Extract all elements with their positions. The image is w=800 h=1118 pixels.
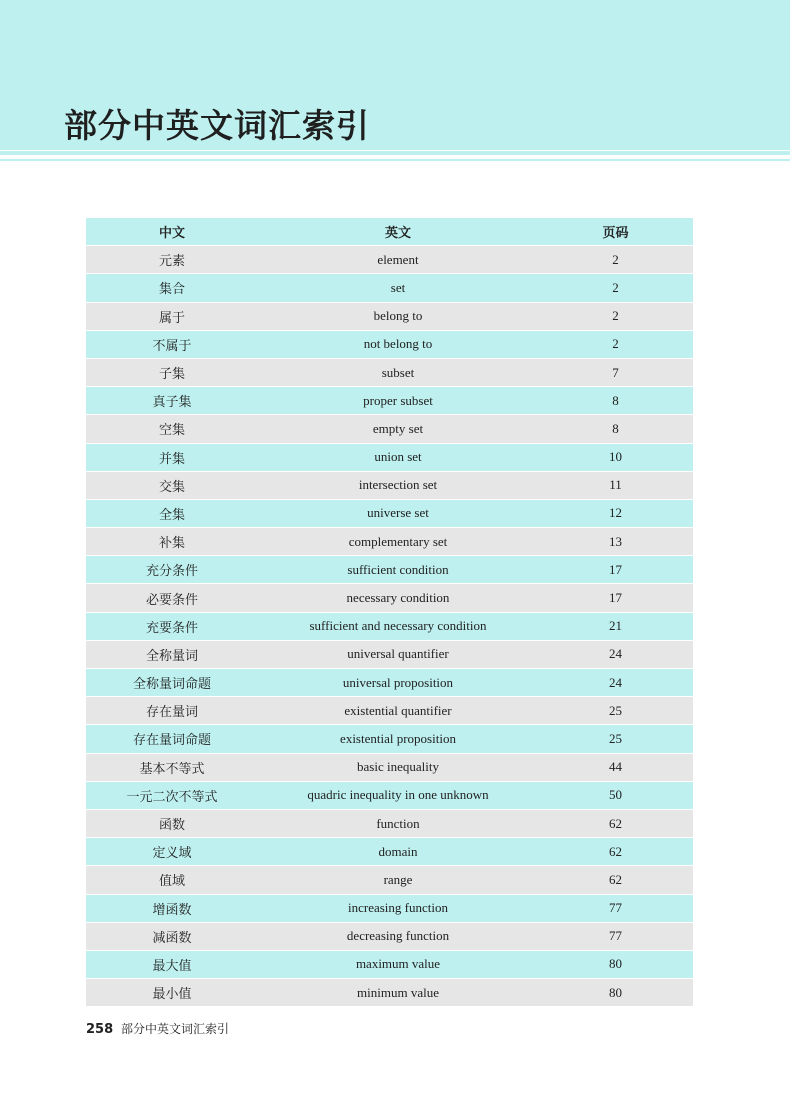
- table-row: [86, 866, 693, 894]
- page-number-cell: 25: [538, 697, 693, 725]
- table-row: [86, 781, 693, 809]
- page-number-cell: 25: [538, 725, 693, 753]
- chinese-term-cell: 不属于: [86, 330, 258, 358]
- table-row: [86, 274, 693, 302]
- english-term-cell: domain: [258, 838, 538, 866]
- page-number-cell: 50: [538, 781, 693, 809]
- table-row: [86, 838, 693, 866]
- english-term-cell: existential proposition: [258, 725, 538, 753]
- english-term-cell: basic inequality: [258, 753, 538, 781]
- english-term-cell: minimum value: [258, 979, 538, 1007]
- chinese-term-cell: 存在量词: [86, 697, 258, 725]
- chinese-term-cell: 全称量词: [86, 640, 258, 668]
- english-term-cell: range: [258, 866, 538, 894]
- page-number-cell: 24: [538, 640, 693, 668]
- table-row: [86, 697, 693, 725]
- chinese-term-cell: 充分条件: [86, 556, 258, 584]
- page-number-cell: 2: [538, 274, 693, 302]
- chinese-term-cell: 减函数: [86, 922, 258, 950]
- chinese-term-cell: 最大值: [86, 950, 258, 978]
- table-row: [86, 387, 693, 415]
- page-number-cell: 7: [538, 358, 693, 386]
- table-row: [86, 753, 693, 781]
- table-header-row: [86, 218, 693, 246]
- page-number-cell: 62: [538, 809, 693, 837]
- english-term-cell: sufficient and necessary condition: [258, 612, 538, 640]
- glossary-body: [86, 246, 693, 1007]
- table-row: [86, 471, 693, 499]
- table-row: [86, 922, 693, 950]
- chinese-term-cell: 值域: [86, 866, 258, 894]
- page-number-cell: 2: [538, 330, 693, 358]
- table-row: [86, 246, 693, 274]
- table-row: [86, 725, 693, 753]
- chinese-term-cell: 必要条件: [86, 584, 258, 612]
- english-term-cell: maximum value: [258, 950, 538, 978]
- chinese-term-cell: 子集: [86, 358, 258, 386]
- page-number-cell: 80: [538, 979, 693, 1007]
- table-row: [86, 584, 693, 612]
- table-row: [86, 556, 693, 584]
- page-number-cell: 13: [538, 528, 693, 556]
- chinese-term-cell: 补集: [86, 528, 258, 556]
- table-row: [86, 640, 693, 668]
- table-row: [86, 330, 693, 358]
- chinese-term-cell: 空集: [86, 415, 258, 443]
- english-term-cell: empty set: [258, 415, 538, 443]
- table-row: [86, 950, 693, 978]
- table-row: [86, 669, 693, 697]
- page-number-cell: 77: [538, 922, 693, 950]
- table-row: [86, 499, 693, 527]
- english-term-cell: subset: [258, 358, 538, 386]
- english-term-cell: universal proposition: [258, 669, 538, 697]
- title-rule-thin: [0, 159, 790, 161]
- page-number-cell: 8: [538, 387, 693, 415]
- english-term-cell: belong to: [258, 302, 538, 330]
- footer-section-title: 部分中英文词汇索引: [120, 1022, 229, 1036]
- table-row: [86, 612, 693, 640]
- page-number-cell: 17: [538, 584, 693, 612]
- header-page: 页码: [538, 218, 693, 246]
- english-term-cell: quadric inequality in one unknown: [258, 781, 538, 809]
- page-number-cell: 8: [538, 415, 693, 443]
- table-row: [86, 415, 693, 443]
- page-number-cell: 11: [538, 471, 693, 499]
- english-term-cell: function: [258, 809, 538, 837]
- chinese-term-cell: 一元二次不等式: [86, 781, 258, 809]
- chinese-term-cell: 元素: [86, 246, 258, 274]
- footer-page-number: 258: [86, 1022, 114, 1037]
- chinese-term-cell: 集合: [86, 274, 258, 302]
- english-term-cell: universe set: [258, 499, 538, 527]
- english-term-cell: intersection set: [258, 471, 538, 499]
- english-term-cell: existential quantifier: [258, 697, 538, 725]
- header-english: 英文: [258, 218, 538, 246]
- table-row: [86, 358, 693, 386]
- table-row: [86, 809, 693, 837]
- english-term-cell: universal quantifier: [258, 640, 538, 668]
- table-row: [86, 443, 693, 471]
- english-term-cell: sufficient condition: [258, 556, 538, 584]
- chinese-term-cell: 属于: [86, 302, 258, 330]
- page-number-cell: 62: [538, 838, 693, 866]
- chinese-term-cell: 存在量词命题: [86, 725, 258, 753]
- table-row: [86, 894, 693, 922]
- english-term-cell: set: [258, 274, 538, 302]
- english-term-cell: not belong to: [258, 330, 538, 358]
- chinese-term-cell: 全集: [86, 499, 258, 527]
- chinese-term-cell: 真子集: [86, 387, 258, 415]
- page-number-cell: 21: [538, 612, 693, 640]
- chinese-term-cell: 增函数: [86, 894, 258, 922]
- page-footer: [86, 1020, 229, 1037]
- table-row: [86, 302, 693, 330]
- chinese-term-cell: 最小值: [86, 979, 258, 1007]
- title-rule-thick: [0, 151, 790, 155]
- header-chinese: 中文: [86, 218, 258, 246]
- english-term-cell: decreasing function: [258, 922, 538, 950]
- chinese-term-cell: 定义域: [86, 838, 258, 866]
- page-number-cell: 17: [538, 556, 693, 584]
- page-number-cell: 77: [538, 894, 693, 922]
- page-number-cell: 44: [538, 753, 693, 781]
- english-term-cell: increasing function: [258, 894, 538, 922]
- chinese-term-cell: 全称量词命题: [86, 669, 258, 697]
- table-row: [86, 528, 693, 556]
- chinese-term-cell: 基本不等式: [86, 753, 258, 781]
- chinese-term-cell: 函数: [86, 809, 258, 837]
- chinese-term-cell: 并集: [86, 443, 258, 471]
- english-term-cell: union set: [258, 443, 538, 471]
- english-term-cell: necessary condition: [258, 584, 538, 612]
- page-number-cell: 62: [538, 866, 693, 894]
- chinese-term-cell: 充要条件: [86, 612, 258, 640]
- english-term-cell: complementary set: [258, 528, 538, 556]
- page-title: 部分中英文词汇索引: [64, 106, 370, 145]
- page-number-cell: 10: [538, 443, 693, 471]
- chinese-term-cell: 交集: [86, 471, 258, 499]
- table-row: [86, 979, 693, 1007]
- page-number-cell: 2: [538, 246, 693, 274]
- english-term-cell: proper subset: [258, 387, 538, 415]
- page-number-cell: 80: [538, 950, 693, 978]
- english-term-cell: element: [258, 246, 538, 274]
- glossary-table: [86, 218, 693, 1007]
- page-number-cell: 24: [538, 669, 693, 697]
- page-number-cell: 12: [538, 499, 693, 527]
- page-number-cell: 2: [538, 302, 693, 330]
